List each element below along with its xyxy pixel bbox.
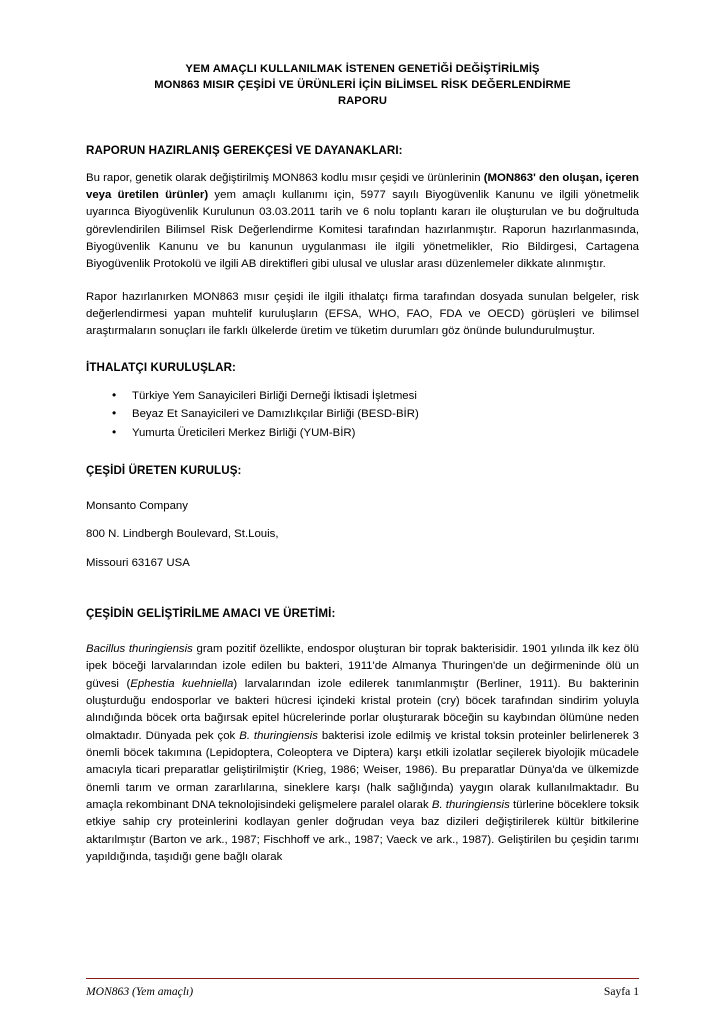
gerekce-p1-part-a: Bu rapor, genetik olarak değiştirilmiş MON863 kodlu mısır çeşidi ve ürünlerinin <box>86 171 484 184</box>
gerekce-p1-part-b-bold: (MON863' den oluşan, içeren veya üretilen ürünler) <box>86 171 639 202</box>
spacer <box>86 633 639 641</box>
section-heading-ithalatci: İTHALATÇI KURULUŞLAR: <box>86 360 237 374</box>
list-item: • Yumurta Üreticileri Merkez Birliği (YUM-BİR) <box>86 424 639 442</box>
footer-document-label: MON863 (Yem amaçlı) <box>86 985 194 998</box>
species-name-italic: Ephestia kuehniella <box>130 677 234 690</box>
species-name-italic: Bacillus thuringiensis <box>86 643 193 656</box>
company-address-city: Missouri 63167 USA <box>86 556 190 569</box>
spacer <box>86 490 639 498</box>
gelistirilme-p1-part-4: ) larvalarından izole edilerek tanımlanmıştır (Berliner, 1911). Bu bakterinin oluşturduğu endosporlar ve bakteri hücresi içindeki kristal protein (cry) böcek tarafından sindirim yoluyla alındığında böcek orta bağırsak epitel hücrelerinde porlar oluşturarak böceğin su kaybından ölümüne neden olmaktadır. Dünyada pek çok <box>86 677 640 742</box>
gelistirilme-p1-part-2: gram pozitif özellikte, endospor oluşturan bir toprak bakterisidir. 1901 yılında ilk kez ölü ipek böceği larvalarından izole edilen bu bakteri, 1911'de Almanya Thuringen'de un değirmeninde ölü un güvesi ( <box>86 643 639 690</box>
section-heading-gerekce: RAPORUN HAZIRLANIŞ GEREKÇESİ VE DAYANAKLARI: <box>86 143 403 157</box>
species-name-italic: B. thuringiensis <box>239 729 318 742</box>
company-address-line: 800 N. Lindbergh Boulevard, St.Louis, <box>86 528 279 541</box>
paragraph-gerekce-1 <box>86 170 639 274</box>
page-title <box>86 62 639 110</box>
title-line-1: YEM AMAÇLI KULLANILMAK İSTENEN GENETİĞİ DEĞİŞTİRİLMİŞ <box>185 63 540 75</box>
footer-row <box>86 985 639 998</box>
paragraph-gerekce-2: Rapor hazırlanırken MON863 mısır çeşidi ile ilgili ithalatçı firma tarafından dosyada sunulan belgeler, risk değerlendirmesi yapan muhtelif kuruluşların (EFSA, WHO, FAO, FDA ve OECD) görüşleri ve bilimsel araştırmaların sonuçları ile farklı ülkelerde üretim ve tüketim durumları göz önünde bulundurulmuştur. <box>86 290 639 338</box>
list-item: • Beyaz Et Sanayicileri ve Damızlıkçılar Birliği (BESD-BİR) <box>86 405 639 423</box>
footer-page-number: Sayfa 1 <box>603 985 639 998</box>
page-footer <box>86 978 639 998</box>
paragraph-gelistirilme-1 <box>86 641 639 866</box>
title-line-3: RAPORU <box>337 94 388 107</box>
section-heading-ureten-kurulus: ÇEŞİDİ ÜRETEN KURULUŞ: <box>86 464 242 478</box>
gelistirilme-p1-part-8: türlerine böceklere toksik etkiye sahip cry proteinlerini kodlayan genler doğrudan veya baz dizileri değiştirilerek kültür bitkilerine aktarılmıştır (Barton ve ark., 1987; Fischhoff ve ark., 1987; Vaeck ve ark., 1987). Geliştirilen bu çeşidin tarımı yapıldığında, taşıdığı gene bağlı olarak <box>86 799 639 863</box>
ithalatci-list <box>86 387 639 442</box>
species-name-italic: B. thuringiensis <box>431 799 510 812</box>
gerekce-p1-part-c: yem amaçlı kullanımı için, 5977 sayılı Biyogüvenlik Kanunu ve ilgili yönetmelik uyarınca Biyogüvenlik Kurulunun 03.03.2011 tarih ve 6 nolu toplantı kararı ile oluşturulan ve bu doğrultuda görevlendirilen Bilimsel Risk Değerlendirme Komitesi tarafından hazırlanmıştır. Raporun hazırlanmasında, Biyogüvenlik Kanunu ve bu kanunun uygulanması ile ilgili yönetmelikler, Rio Bildirgesi, Cartagena Biyogüvenlik Protokolü ve ilgili AB direktifleri gibi ulusal ve uluslar arası düzenlemeler dikkate alınmıştır. <box>86 189 639 271</box>
list-item: • Türkiye Yem Sanayicileri Birliği Derneği İktisadi İşletmesi <box>86 387 639 405</box>
company-name: Monsanto Company <box>86 500 188 513</box>
spacer <box>86 583 639 607</box>
title-line-2: MON863 MISIR ÇEŞİDİ VE ÜRÜNLERİ İÇİN BİLİMSEL RİSK DEĞERLENDİRME <box>154 78 571 91</box>
section-heading-gelistirilme: ÇEŞİDİN GELİŞTİRİLME AMACI VE ÜRETİMİ: <box>86 607 336 621</box>
footer-divider <box>86 978 639 979</box>
gelistirilme-p1-part-6: bakterisi izole edilmiş ve kristal toksin proteinler belirlenerek 3 önemli böcek takımına (Lepidoptera, Coleoptera ve Diptera) karşı etkili izolatlar seçilerek biyolojik mücadele amacıyla ticari preparatlar geliştirilmiştir (Krieg, 1986; Weiser, 1986). Bu preparatlar Dünya'da ve ülkemizde önemli tarım ve orman zararlılarına, sineklere karşı (halk sağlığında) yaygın olarak kullanılmaktadır. Bu amaçla rekombinant DNA teknolojisindeki gelişmelere paralel olarak <box>86 729 639 812</box>
